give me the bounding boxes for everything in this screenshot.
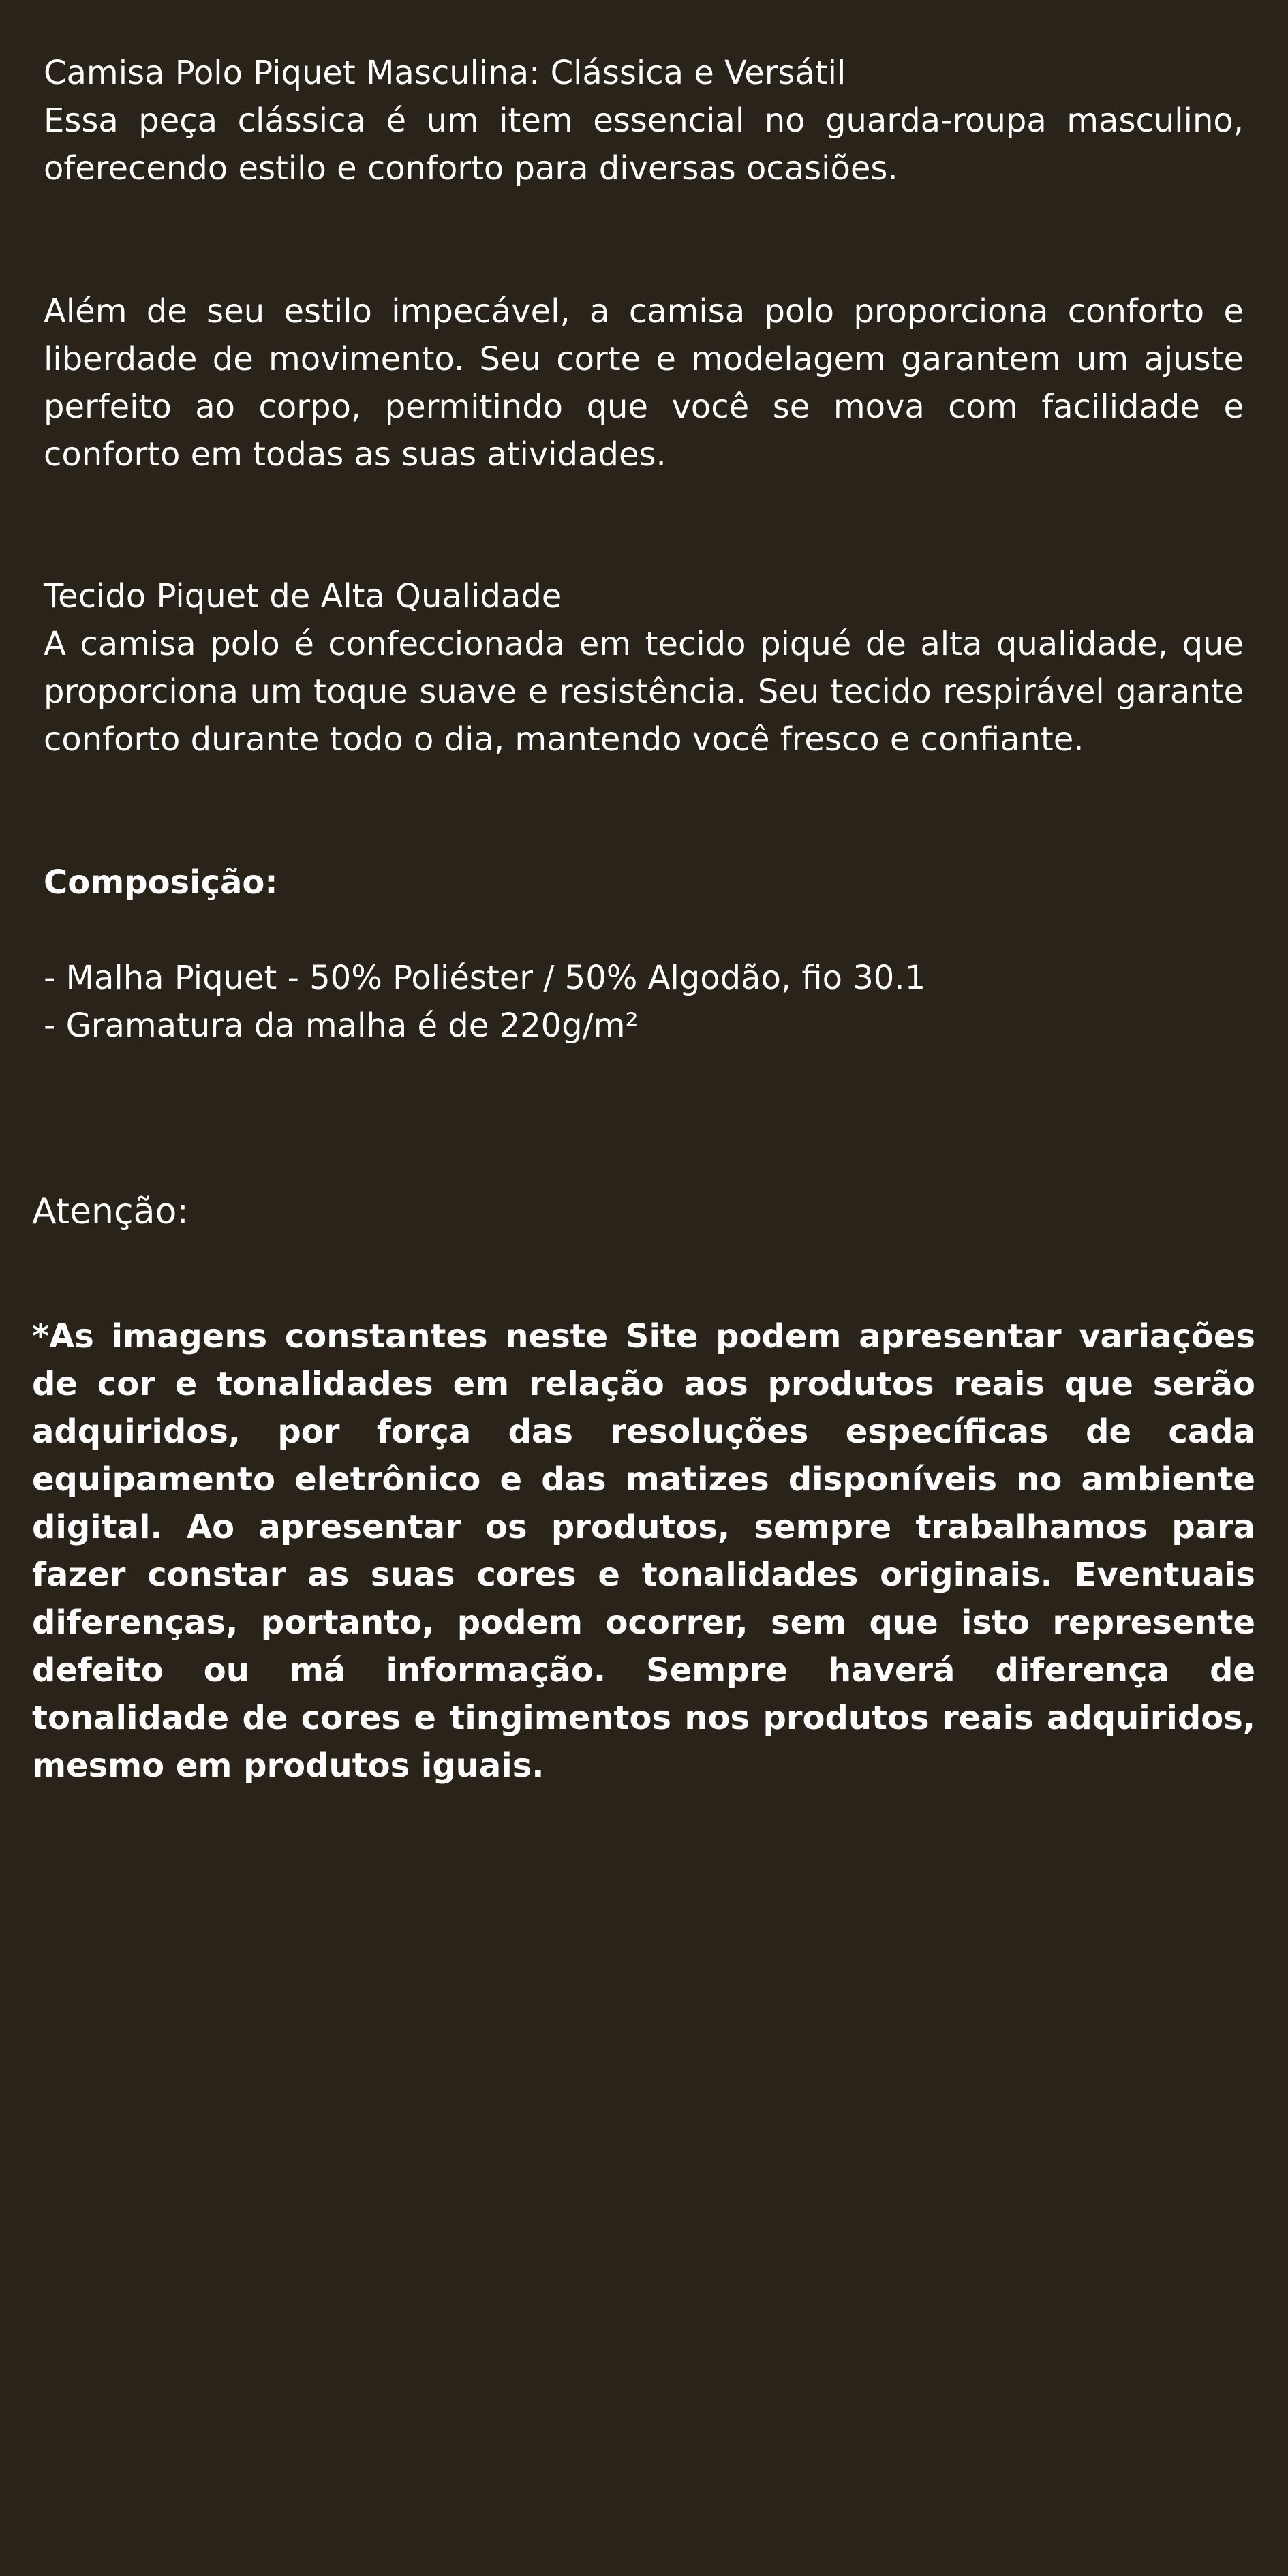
product-title: Camisa Polo Piquet Masculina: Clássica e Versátil bbox=[44, 54, 846, 92]
composition-item: - Malha Piquet - 50% Poliéster / 50% Algodão, fio 30.1 bbox=[44, 959, 926, 997]
composition-title: Composição: bbox=[44, 863, 278, 902]
fabric-paragraph: A camisa polo é confeccionada em tecido piqué de alta qualidade, que proporciona um toque suave e resistência. Seu tecido respirável garante conforto durante todo o dia, mantendo você fresco e confiante. bbox=[44, 625, 1244, 758]
fabric-section bbox=[44, 572, 1244, 763]
intro-section bbox=[44, 49, 1244, 192]
notice-body bbox=[32, 1313, 1255, 1790]
composition-item: - Gramatura da malha é de 220g/m² bbox=[44, 1007, 639, 1045]
comfort-paragraph: Além de seu estilo impecável, a camisa polo proporciona conforto e liberdade de movimento. Seu corte e modelagem garantem um ajuste perfeito ao corpo, permitindo que você se mova com facilidade e conforto em todas as suas atividades. bbox=[44, 292, 1244, 474]
notice-title: Atenção: bbox=[32, 1191, 189, 1232]
fabric-title: Tecido Piquet de Alta Qualidade bbox=[44, 577, 562, 615]
composition-spacer bbox=[44, 906, 1244, 954]
composition-section bbox=[44, 859, 1244, 1049]
comfort-section bbox=[44, 288, 1244, 478]
intro-paragraph: Essa peça clássica é um item essencial no guarda-roupa masculino, oferecendo estilo e conforto para diversas ocasiões. bbox=[44, 102, 1244, 187]
notice-text: *As imagens constantes neste Site podem apresentar variações de cor e tonalidades em relação aos produtos reais que serão adquiridos, por força das resoluções específicas de cada equipamento eletrônico e das matizes disponíveis no ambiente digital. Ao apresentar os produtos, sempre trabalhamos para fazer constar as suas cores e tonalidades originais. Eventuais diferenças, portanto, podem ocorrer, sem que isto represente defeito ou má informação. Sempre haverá diferença de tonalidade de cores e tingimentos nos produtos reais adquiridos, mesmo em produtos iguais. bbox=[32, 1317, 1255, 1785]
notice-section bbox=[32, 1188, 1255, 1236]
